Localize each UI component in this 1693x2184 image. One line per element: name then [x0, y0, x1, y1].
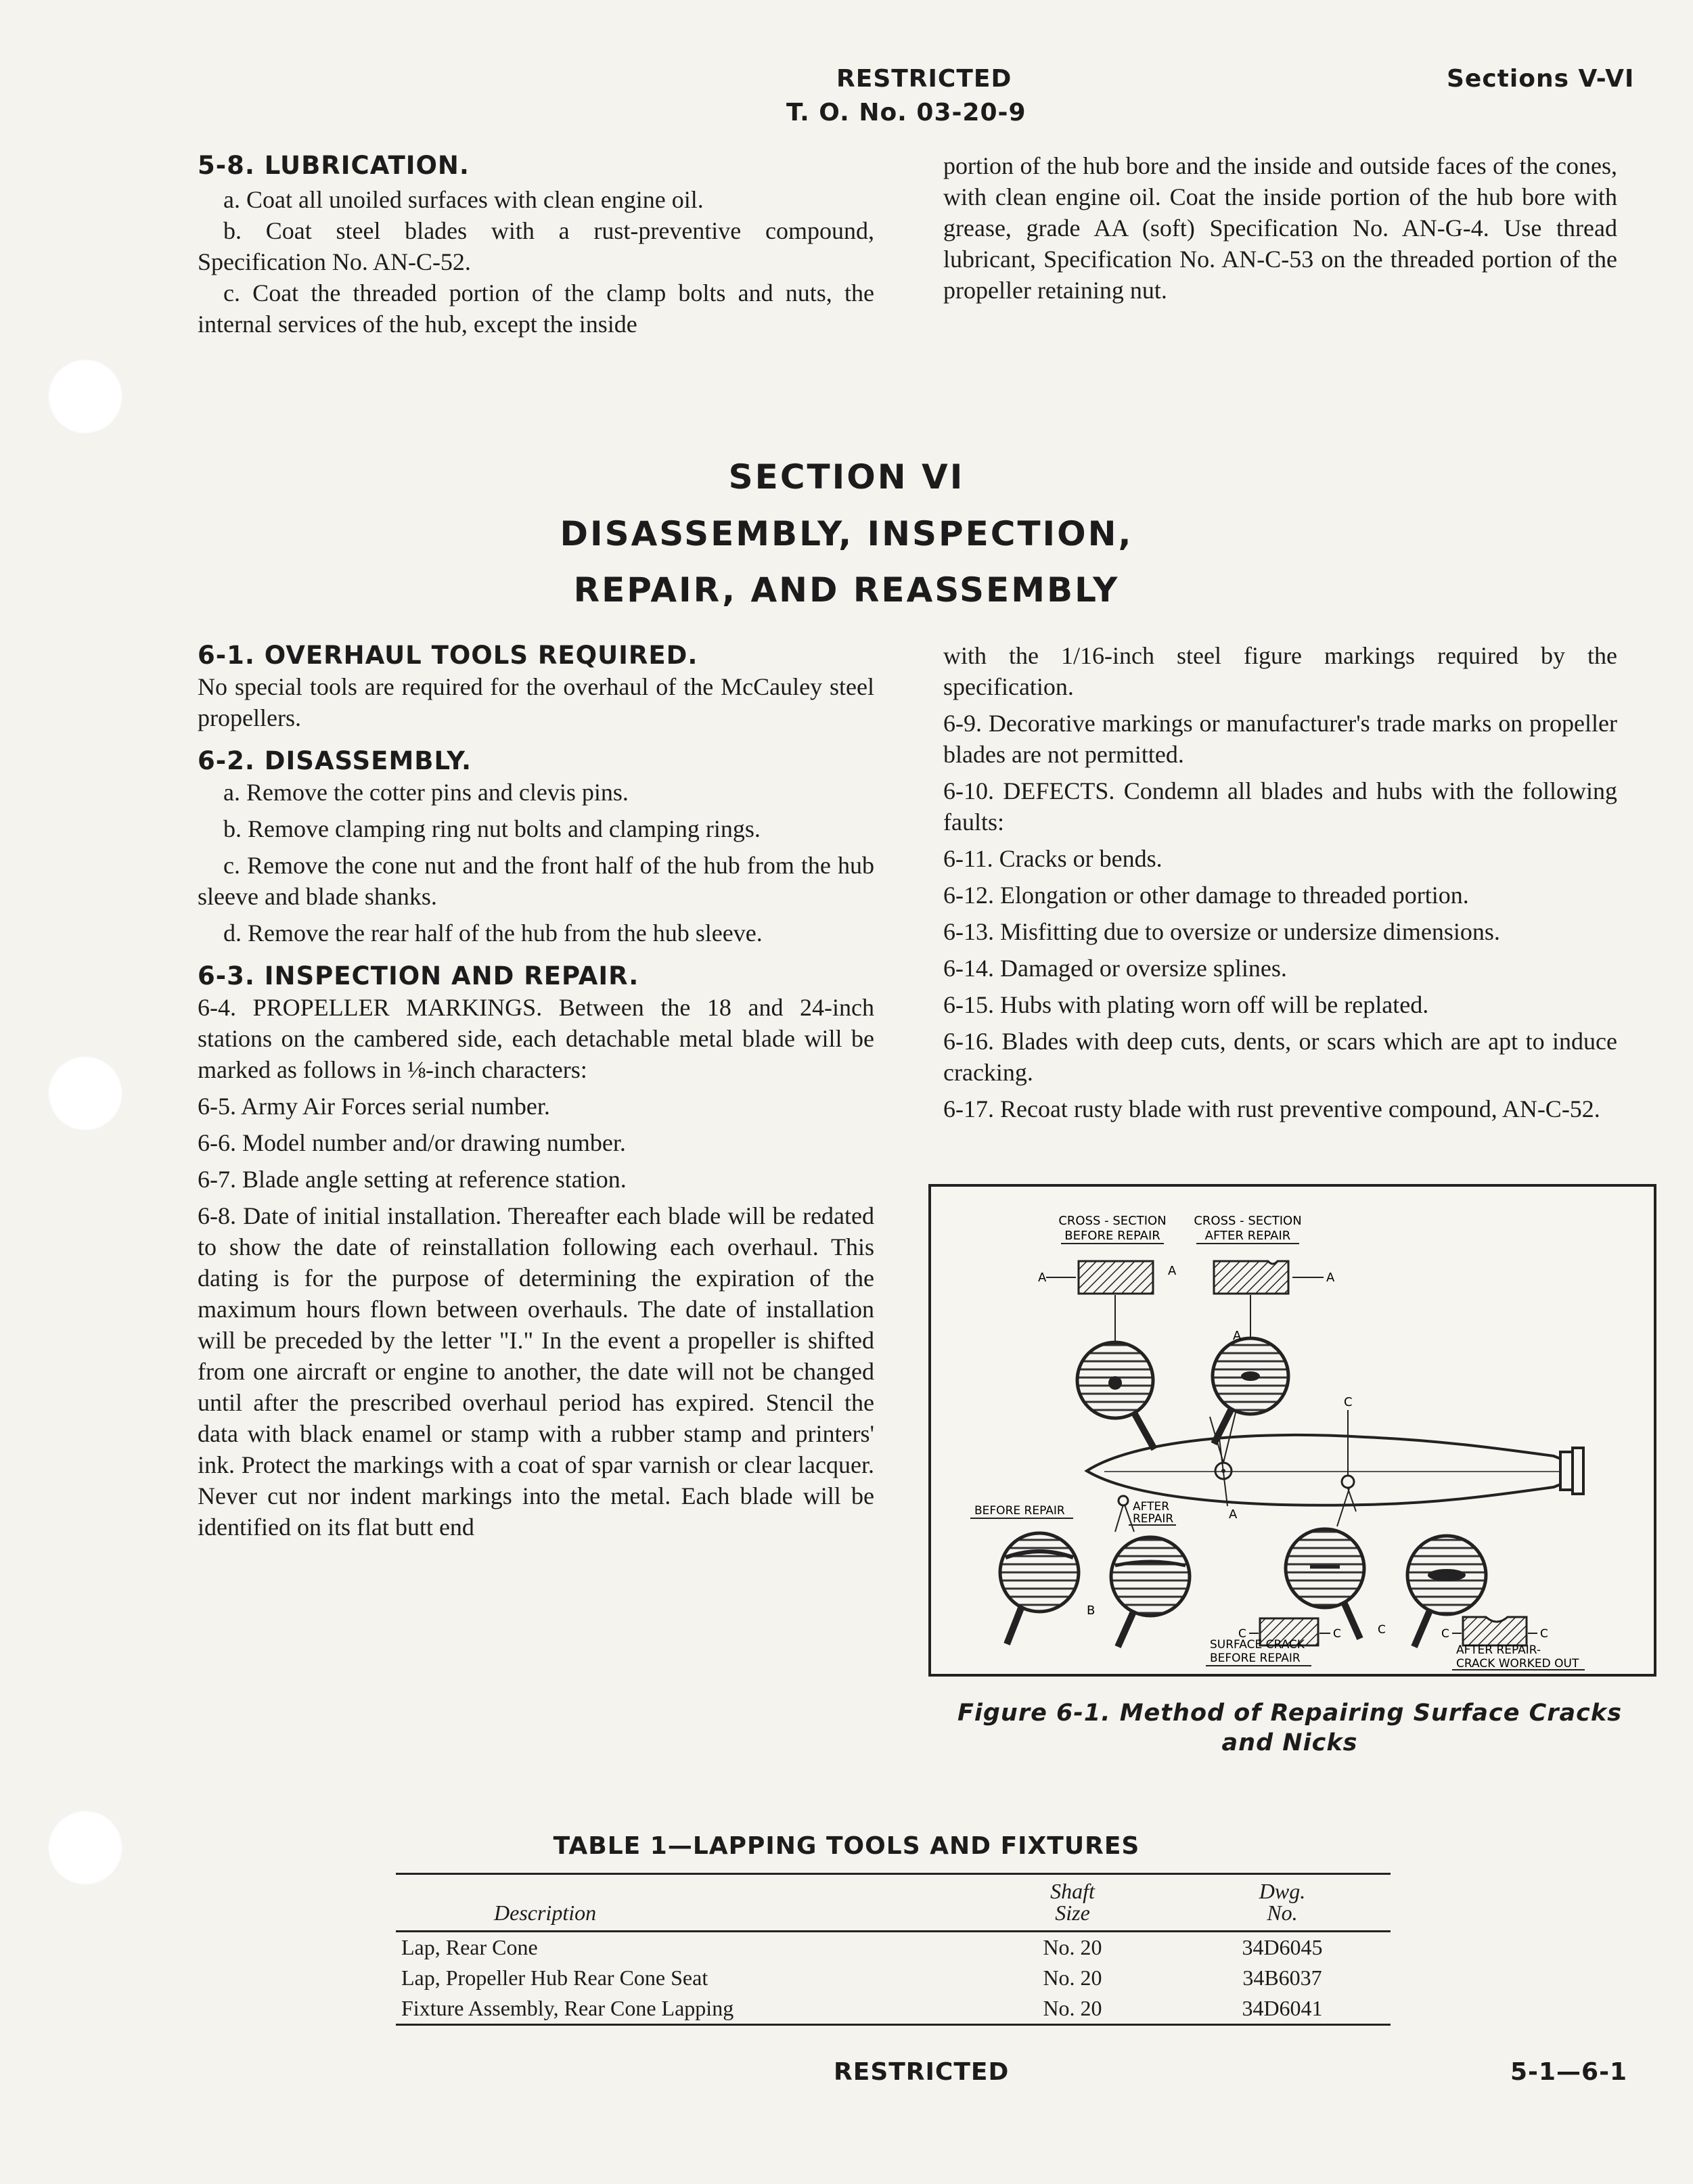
after-crack-label-1: AFTER REPAIR-	[1456, 1643, 1541, 1657]
tools-heading: 6-1. OVERHAUL TOOLS REQUIRED.	[198, 641, 698, 670]
row-shaft: No. 20	[1043, 1996, 1102, 2020]
section-title-3: REPAIR, AND REASSEMBLY	[573, 570, 1120, 610]
label-c-5: C	[1441, 1627, 1449, 1641]
para-6-8: 6-8. Date of initial installation. Thereafter each blade will be redated to show the date of reinstallation following each overhaul. This dating is for the purpose of determining the expiration of the maximum hours flown between overhauls. The date of installation will be preceded by the letter "I." In the event a propeller is shifted from one aircraft or engine to another, the date will not be changed until after the prescribed overhaul period has expired. Stencil the data with black enamel or stamp with a rubber stamp and printers' ink. Protect the markings with a coat of spar varnish or clear lacquer. Never cut nor indent markings into the metal. Each blade will be identified on its flat butt end	[198, 1202, 874, 1541]
magnifier-before-top	[1077, 1342, 1154, 1449]
lubrication-c: c. Coat the threaded portion of the clamp bolts and nuts, the internal services of the hub, except the inside	[198, 279, 874, 338]
figure-caption	[928, 1698, 1651, 1758]
section-title-1: SECTION VI	[728, 457, 965, 497]
magnifier-after-lower	[1111, 1537, 1190, 1647]
lubrication-left	[198, 150, 874, 340]
label-c-2: C	[1238, 1627, 1246, 1641]
lubrication-right	[943, 150, 1617, 306]
label-c-6: C	[1540, 1627, 1548, 1641]
label-c-3: C	[1333, 1627, 1341, 1641]
surface-crack-label-2: BEFORE REPAIR	[1210, 1652, 1301, 1665]
lubrication-c-cont: portion of the hub bore and the inside and outside faces of the cones, with clean engine oil. Coat the inside portion of the hub bore with grease, grade AA (soft) Specification No. AN-G-4. Use thread lubricant, Specification No. AN-C-53 on the threaded portion of the propeller retaining nut.	[943, 152, 1617, 304]
para-6-6: 6-6. Model number and/or drawing number.	[198, 1129, 626, 1156]
header-to-number: T. O. No. 03-20-9	[786, 99, 1026, 127]
before-repair-label: BEFORE REPAIR	[974, 1504, 1065, 1518]
row-description: Lap, Propeller Hub Rear Cone Seat	[401, 1965, 708, 1990]
cs-before-label-1: CROSS - SECTION	[1058, 1214, 1167, 1228]
header-dwg-no: Dwg. No.	[1259, 1879, 1306, 1925]
magnifier-after-top	[1213, 1338, 1288, 1444]
right-column	[943, 640, 1617, 1124]
figure-caption-line1: Figure 6-1. Method of Repairing Surface Cracks	[957, 1700, 1623, 1727]
table-title: TABLE 1—LAPPING TOOLS AND FIXTURES	[553, 1832, 1140, 1860]
header-shaft-size: Shaft Size	[1050, 1879, 1095, 1925]
table-row	[396, 1963, 1391, 1993]
para-6-10: 6-10. DEFECTS. Condemn all blades and hubs with the following faults:	[943, 777, 1617, 836]
table-header-row	[396, 1874, 1391, 1932]
punch-hole-top	[47, 359, 123, 434]
cs-after-label-2: AFTER REPAIR	[1204, 1229, 1291, 1243]
disassembly-d: d. Remove the rear half of the hub from the hub sleeve.	[223, 919, 763, 947]
para-6-17: 6-17. Recoat rusty blade with rust preventive compound, AN-C-52.	[943, 1095, 1600, 1122]
disassembly-heading: 6-2. DISASSEMBLY.	[198, 746, 472, 775]
left-column	[198, 640, 874, 1543]
inspection-heading: 6-3. INSPECTION AND REPAIR.	[198, 961, 639, 991]
para-6-5: 6-5. Army Air Forces serial number.	[198, 1093, 550, 1120]
surface-crack-label-1: SURFACE CRACK	[1210, 1638, 1305, 1652]
after-repair-label-1: AFTER	[1133, 1500, 1170, 1514]
row-dwg: 34B6037	[1242, 1965, 1322, 1990]
para-6-14: 6-14. Damaged or oversize splines.	[943, 955, 1287, 982]
label-a-3: A	[1326, 1271, 1335, 1285]
lapping-tools-table	[396, 1873, 1391, 2026]
cross-section-before	[1038, 1261, 1153, 1294]
cross-section-crack-after	[1441, 1617, 1548, 1645]
lubrication-heading: 5-8. LUBRICATION.	[198, 151, 470, 180]
figure-drawing	[931, 1187, 1654, 1674]
cs-after-label-1: CROSS - SECTION	[1194, 1214, 1302, 1228]
label-a-4: A	[1233, 1329, 1242, 1343]
para-6-15: 6-15. Hubs with plating worn off will be replated.	[943, 991, 1429, 1018]
table-row	[396, 1993, 1391, 2025]
row-dwg: 34D6041	[1242, 1996, 1323, 2020]
punch-hole-middle	[47, 1055, 123, 1131]
para-6-8-cont: with the 1/16-inch steel figure markings required by the specification.	[943, 642, 1617, 700]
cs-before-label-2: BEFORE REPAIR	[1064, 1229, 1160, 1243]
header-description: Description	[494, 1901, 597, 1925]
row-shaft: No. 20	[1043, 1935, 1102, 1959]
figure-6-1	[928, 1184, 1656, 1677]
para-6-11: 6-11. Cracks or bends.	[943, 845, 1162, 872]
lubrication-b: b. Coat steel blades with a rust-preventive compound, Specification No. AN-C-52.	[198, 217, 874, 275]
row-dwg: 34D6045	[1242, 1935, 1323, 1959]
disassembly-a: a. Remove the cotter pins and clevis pins.	[223, 779, 629, 806]
para-6-12: 6-12. Elongation or other damage to threaded portion.	[943, 882, 1469, 909]
label-a-5: A	[1229, 1507, 1238, 1522]
para-6-16: 6-16. Blades with deep cuts, dents, or scars which are apt to induce cracking.	[943, 1028, 1617, 1086]
para-6-9: 6-9. Decorative markings or manufacturer's trade marks on propeller blades are not permitted.	[943, 710, 1617, 768]
footer-page-number: 5-1—6-1	[1510, 2058, 1628, 2086]
header-restricted: RESTRICTED	[836, 65, 1012, 93]
row-description: Lap, Rear Cone	[401, 1935, 538, 1959]
section-title-2: DISASSEMBLY, INSPECTION,	[560, 514, 1133, 553]
row-description: Fixture Assembly, Rear Cone Lapping	[401, 1996, 734, 2020]
after-crack-label-2: CRACK WORKED OUT	[1456, 1657, 1579, 1670]
cross-section-after	[1214, 1261, 1335, 1294]
disassembly-c: c. Remove the cone nut and the front half of the hub from the hub sleeve and blade shanks.	[198, 852, 874, 910]
para-6-4: 6-4. PROPELLER MARKINGS. Between the 18 and 24-inch stations on the cambered side, each detachable metal blade will be marked as follows in ⅛-inch characters:	[198, 994, 874, 1083]
table-row	[396, 1932, 1391, 1963]
after-repair-label-2: REPAIR	[1133, 1512, 1174, 1526]
figure-caption-line2: and Nicks	[1221, 1729, 1358, 1756]
label-a-1: A	[1038, 1271, 1047, 1285]
label-b: B	[1087, 1603, 1096, 1618]
row-shaft: No. 20	[1043, 1965, 1102, 1990]
para-6-7: 6-7. Blade angle setting at reference station.	[198, 1166, 627, 1193]
header-sections: Sections V-VI	[1447, 65, 1635, 93]
propeller-blade	[1087, 1435, 1583, 1505]
tools-text: No special tools are required for the overhaul of the McCauley steel propellers.	[198, 673, 874, 731]
label-a-2: A	[1168, 1264, 1177, 1278]
disassembly-b: b. Remove clamping ring nut bolts and clamping rings.	[223, 815, 761, 842]
lubrication-a: a. Coat all unoiled surfaces with clean engine oil.	[223, 186, 704, 213]
label-c-1: C	[1344, 1395, 1353, 1409]
footer-restricted: RESTRICTED	[834, 2058, 1010, 2086]
label-c-4: C	[1378, 1623, 1386, 1637]
magnifier-before-lower	[1000, 1533, 1079, 1644]
para-6-13: 6-13. Misfitting due to oversize or undersize dimensions.	[943, 918, 1500, 945]
